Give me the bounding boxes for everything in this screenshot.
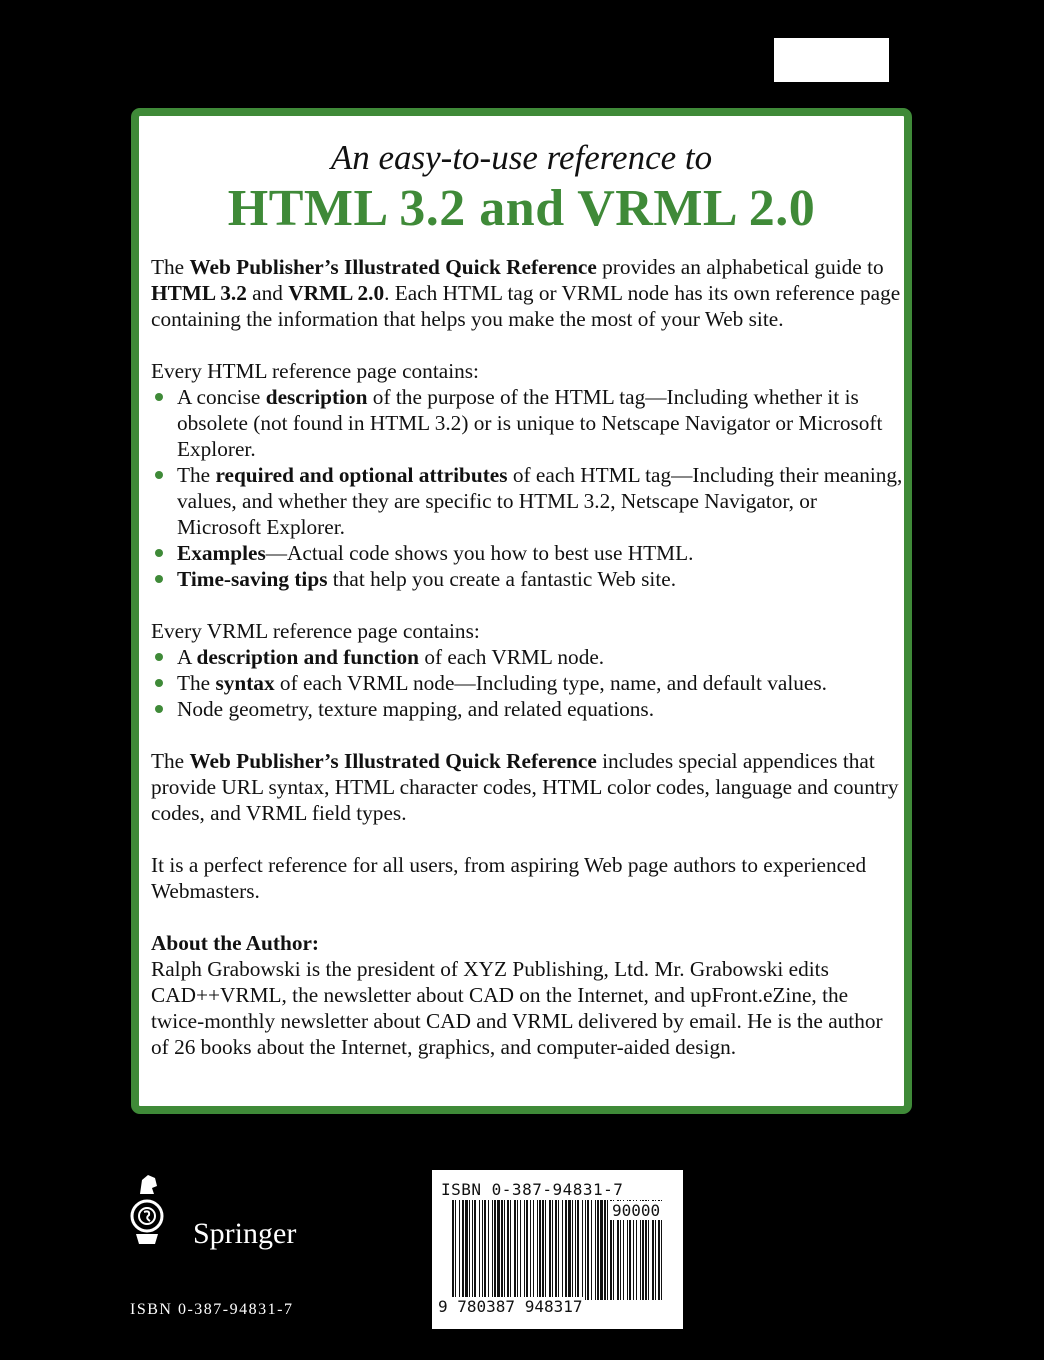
headline: HTML 3.2 and VRML 2.0 [227, 180, 816, 237]
list-item: The required and optional attributes of each HTML tag—Including their meaning, values, and whether they are specific to HTML 3.2, Netscape Navigator, or Microsoft Explorer. [151, 462, 903, 540]
barcode-digits: 9 780387 948317 [438, 1297, 583, 1316]
tagline: An easy-to-use reference to [330, 138, 713, 177]
vrml-section-lead: Every VRML reference page contains: [151, 619, 480, 643]
description-body [151, 254, 903, 1060]
list-item: Time-saving tips that help you create a fantastic Web site. [151, 566, 903, 592]
barcode-box [432, 1170, 683, 1329]
publisher-name: Springer [193, 1217, 297, 1250]
audience-paragraph: It is a perfect reference for all users, from aspiring Web page authors to experienced Webmasters. [151, 853, 867, 903]
list-item: A concise description of the purpose of the HTML tag—Including whether it is obsolete (not found in HTML 3.2) or is unique to Netscape Navigator or Microsoft Explorer. [151, 384, 903, 462]
price-sticker [774, 38, 889, 82]
list-item: Node geometry, texture mapping, and related equations. [151, 696, 903, 722]
html-section-lead: Every HTML reference page contains: [151, 359, 479, 383]
description-panel [131, 108, 912, 1114]
intro-paragraph: The Web Publisher’s Illustrated Quick Reference provides an alphabetical guide to HTML 3.2 and VRML 2.0. Each HTML tag or VRML node has its own reference page containing the information that helps you make the most of your Web site. [151, 255, 901, 331]
barcode-isbn-label: ISBN 0-387-94831-7 [441, 1180, 624, 1199]
springer-knight-logo-icon [128, 1172, 166, 1248]
vrml-features-list [151, 644, 903, 722]
list-item: Examples—Actual code shows you how to best use HTML. [151, 540, 903, 566]
barcode-price-code: 90000 [612, 1201, 661, 1220]
list-item: The syntax of each VRML node—Including type, name, and default values. [151, 670, 903, 696]
html-features-list [151, 384, 903, 592]
author-bio: Ralph Grabowski is the president of XYZ Publishing, Ltd. Mr. Grabowski edits CAD++VRML, the newsletter about CAD on the Internet, and upFront.eZine, the twice-monthly newsletter about CAD and VRML delivered by email. He is the author of 26 books about the Internet, graphics, and computer-aided design. [151, 957, 883, 1059]
appendices-paragraph: The Web Publisher’s Illustrated Quick Reference includes special appendices that provide URL syntax, HTML character codes, HTML color codes, language and country codes, and VRML field types. [151, 749, 899, 825]
isbn-text: ISBN 0-387-94831-7 [130, 1301, 294, 1318]
author-heading: About the Author: [151, 931, 320, 955]
list-item: A description and function of each VRML node. [151, 644, 903, 670]
